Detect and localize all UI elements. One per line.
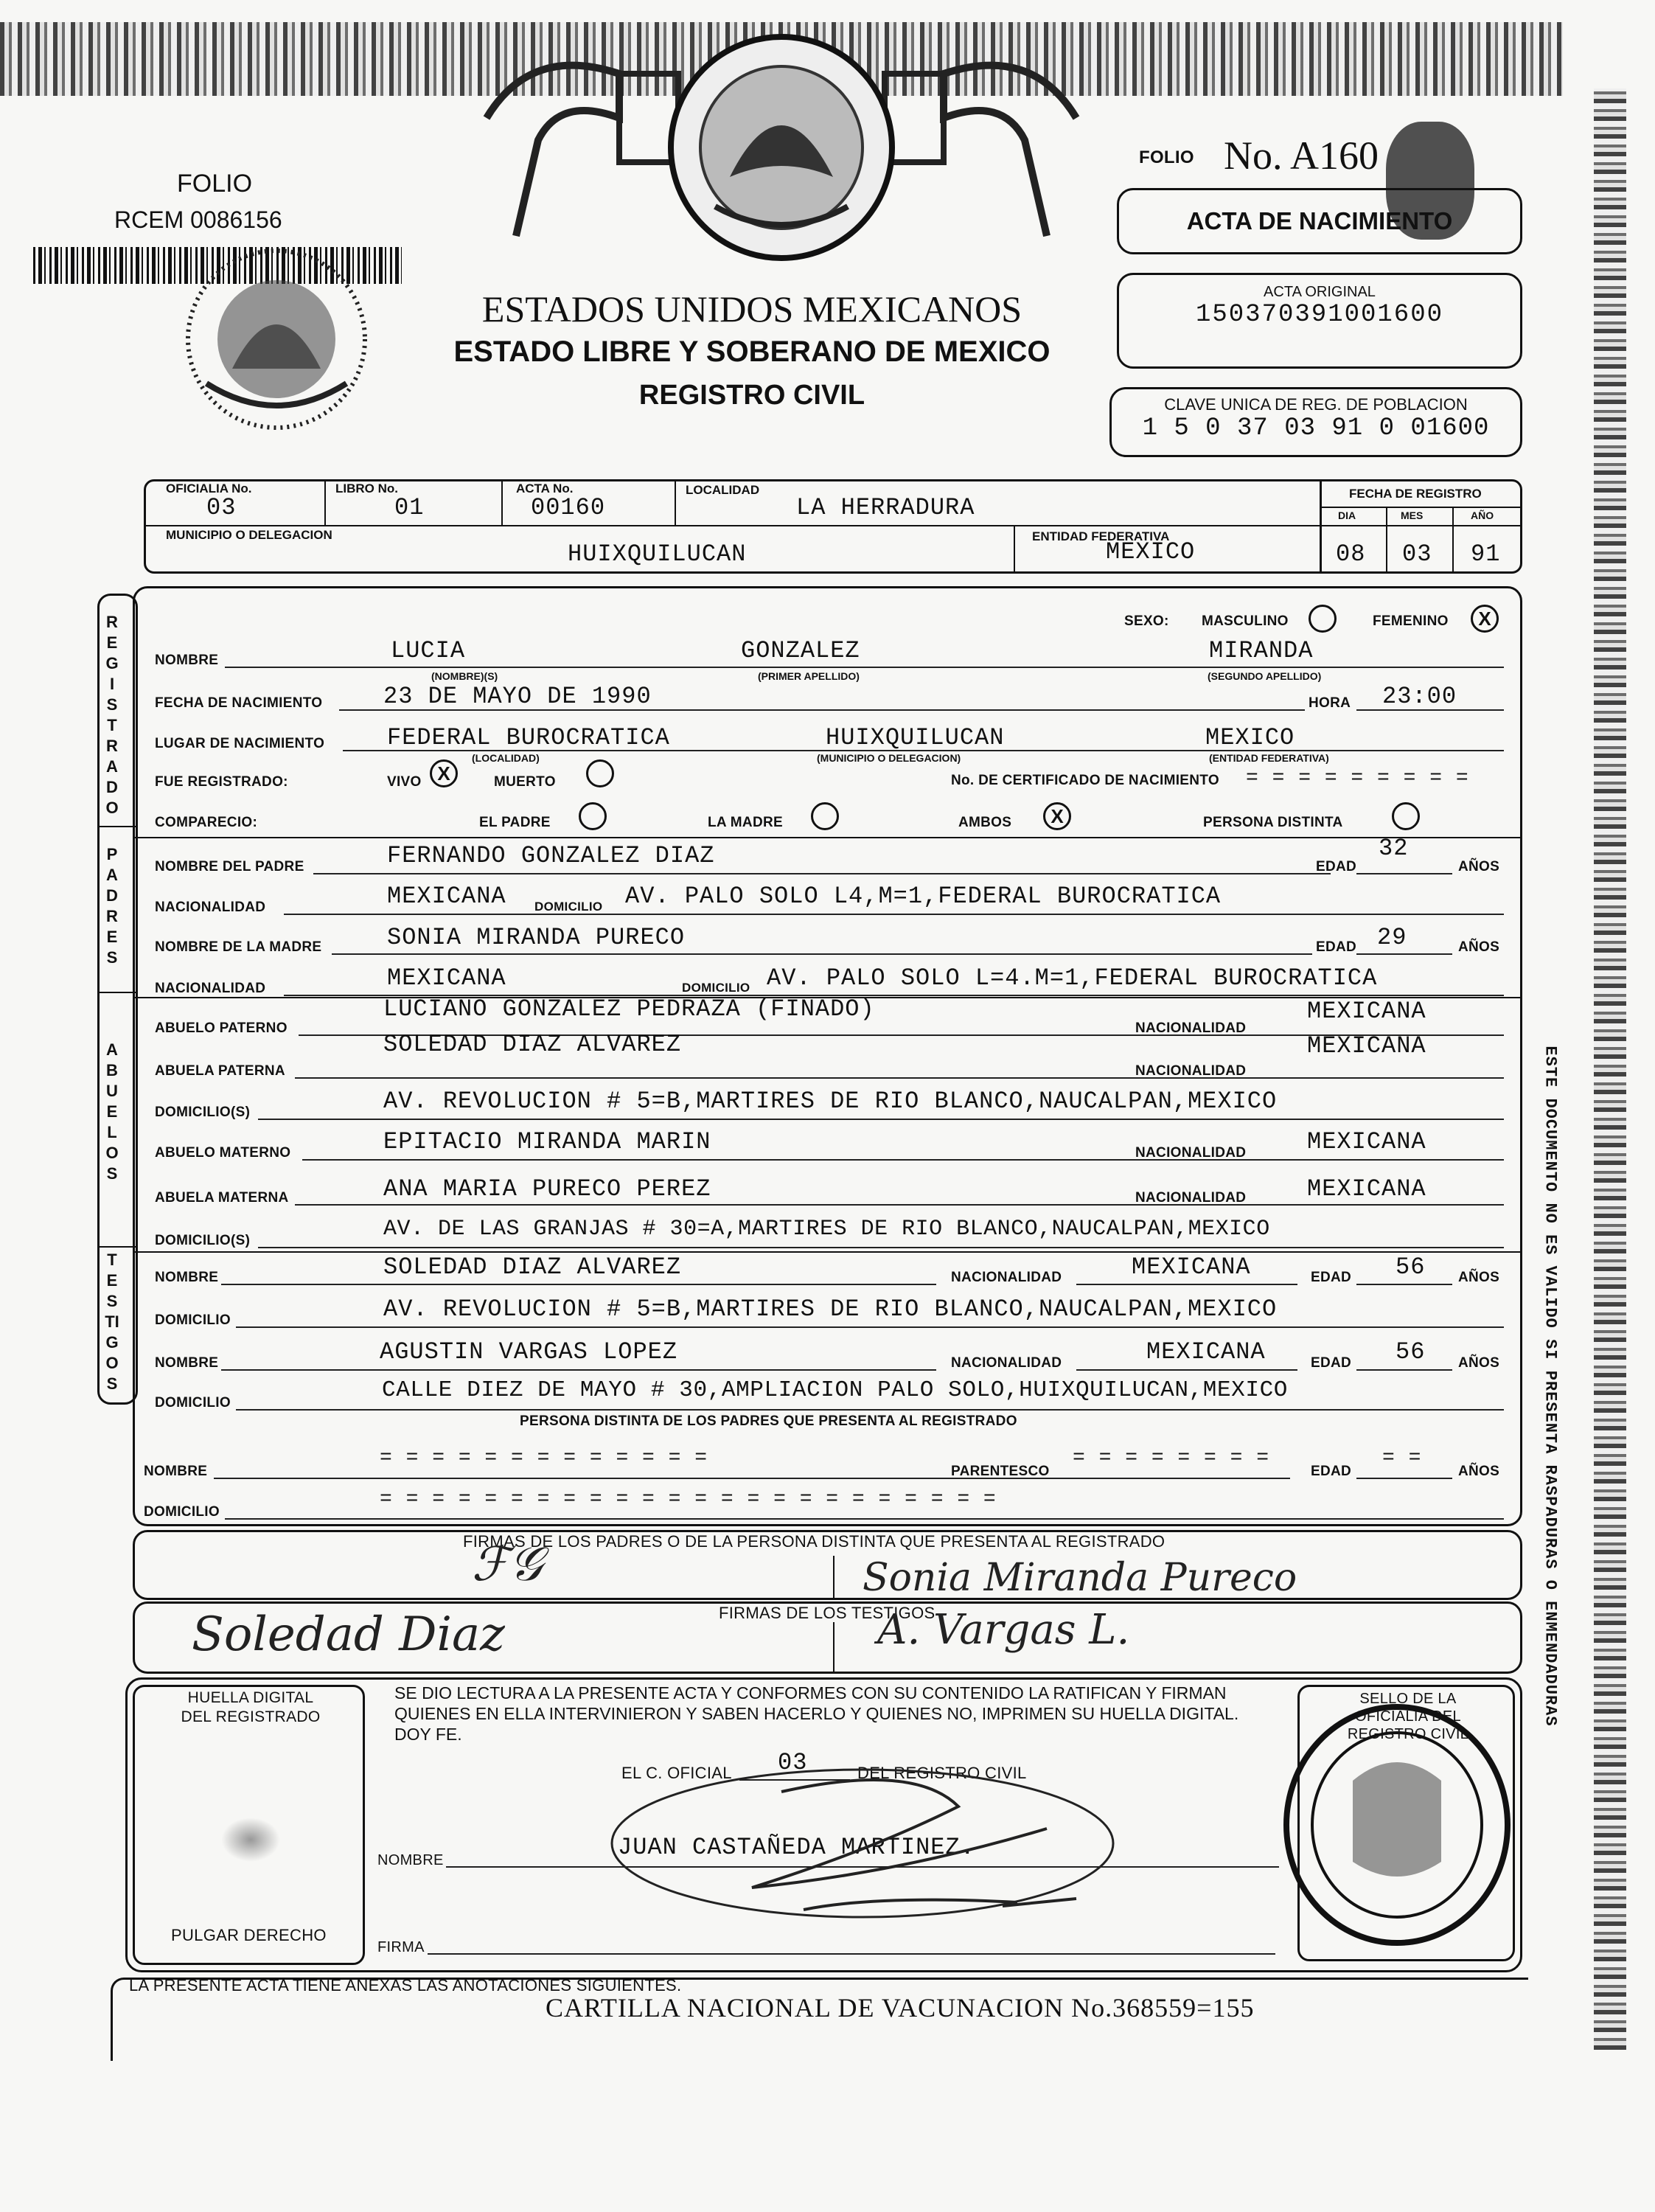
side-label-abuelos: ABUELOS bbox=[105, 1040, 119, 1183]
side-label-testigos: TESTIGOS bbox=[105, 1251, 119, 1393]
nombres-caption: (NOMBRE)(S) bbox=[431, 670, 498, 682]
ano-value: 91 bbox=[1471, 540, 1501, 568]
lugar-localidad-value: FEDERAL BUROCRATICA bbox=[387, 724, 670, 751]
testigo1-nombre-value: SOLEDAD DIAZ ALVAREZ bbox=[383, 1253, 682, 1281]
office-title: REGISTRO CIVIL bbox=[638, 380, 865, 411]
padre-domicilio-value: AV. PALO SOLO L4,M=1,FEDERAL BUROCRATICA bbox=[625, 883, 1222, 910]
primer-caption: (PRIMER APELLIDO) bbox=[758, 670, 860, 682]
domicilio-maternos-label: DOMICILIO(S) bbox=[155, 1233, 251, 1248]
acta-label: ACTA No. bbox=[516, 481, 574, 495]
fecha-nacimiento-value: 23 DE MAYO DE 1990 bbox=[383, 683, 652, 710]
ambos-label: AMBOS bbox=[958, 815, 1012, 830]
persona-distinta-title: PERSONA DISTINTA DE LOS PADRES QUE PRESENTA AL REGISTRADO bbox=[520, 1413, 1017, 1429]
persona-parentesco-value: = = = = = = = = bbox=[1073, 1447, 1270, 1470]
testigo1-nac-value: MEXICANA bbox=[1132, 1253, 1251, 1281]
abuelo-paterno-nac-label: NACIONALIDAD bbox=[1135, 1020, 1247, 1036]
national-emblem bbox=[472, 29, 1091, 273]
testigo1-edad-label: EDAD bbox=[1311, 1270, 1352, 1285]
hora-value: 23:00 bbox=[1382, 683, 1457, 710]
persona-distinta-checkbox[interactable] bbox=[1392, 802, 1420, 830]
testigo2-domicilio-label: DOMICILIO bbox=[155, 1395, 231, 1411]
oficial-label: EL C. OFICIAL bbox=[621, 1764, 732, 1782]
fecha-registro-label: FECHA DE REGISTRO bbox=[1349, 487, 1482, 501]
lugar-municipio-value: HUIXQUILUCAN bbox=[826, 724, 1005, 751]
testigo2-nombre-label: NOMBRE bbox=[155, 1355, 219, 1371]
segundo-apellido-value: MIRANDA bbox=[1209, 637, 1314, 664]
folio-no-label: FOLIO bbox=[1139, 147, 1194, 167]
abuelo-materno-nac-value: MEXICANA bbox=[1307, 1128, 1426, 1155]
testigo2-edad-value: 56 bbox=[1396, 1338, 1426, 1366]
persona-domicilio-value: = = = = = = = = = = = = = = = = = = = = = = = = bbox=[380, 1488, 997, 1511]
madre-nacionalidad-label: NACIONALIDAD bbox=[155, 981, 266, 996]
abuelo-materno-nac-label: NACIONALIDAD bbox=[1135, 1145, 1247, 1161]
masculino-checkbox[interactable] bbox=[1309, 605, 1337, 633]
persona-anos-label: AÑOS bbox=[1458, 1464, 1500, 1479]
domicilio-paternos-value: AV. REVOLUCION # 5=B,MARTIRES DE RIO BLANCO,NAUCALPAN,MEXICO bbox=[383, 1088, 1278, 1115]
testigo2-edad-label: EDAD bbox=[1311, 1355, 1352, 1371]
municipio-value: HUIXQUILUCAN bbox=[568, 540, 747, 568]
libro-label: LIBRO No. bbox=[335, 481, 398, 495]
state-title: ESTADO LIBRE Y SOBERANO DE MEXICO bbox=[453, 335, 1051, 368]
persona-parentesco-label: PARENTESCO bbox=[951, 1464, 1050, 1479]
muerto-label: MUERTO bbox=[494, 774, 556, 790]
curp-box: CLAVE UNICA DE REG. DE POBLACION 1 5 0 37 03 91 0 01600 bbox=[1109, 387, 1522, 457]
madre-anos-label: AÑOS bbox=[1458, 939, 1500, 955]
madre-value: SONIA MIRANDA PURECO bbox=[387, 924, 686, 951]
domicilio-paternos-label: DOMICILIO(S) bbox=[155, 1105, 251, 1120]
oficialia-label: OFICIALIA No. bbox=[166, 481, 252, 495]
domicilio-maternos-value: AV. DE LAS GRANJAS # 30=A,MARTIRES DE RIO BLANCO,NAUCALPAN,MEXICO bbox=[383, 1217, 1270, 1242]
acta-value: 00160 bbox=[531, 494, 606, 521]
fingerprint-smudge bbox=[221, 1818, 280, 1862]
madre-checkbox[interactable] bbox=[811, 802, 839, 830]
padre-label: NOMBRE DEL PADRE bbox=[155, 859, 304, 874]
country-title: ESTADOS UNIDOS MEXICANOS bbox=[481, 288, 1022, 330]
persona-edad-value: = = bbox=[1382, 1447, 1422, 1470]
firma-label: FIRMA bbox=[377, 1939, 425, 1955]
abuelo-paterno-nac-value: MEXICANA bbox=[1307, 998, 1426, 1025]
padre-checkbox[interactable] bbox=[579, 802, 607, 830]
firma-testigo-2: A. Vargas L. bbox=[877, 1606, 1130, 1654]
localidad-label: LOCALIDAD bbox=[686, 483, 760, 497]
abuela-materna-value: ANA MARIA PURECO PEREZ bbox=[383, 1175, 711, 1203]
dia-value: 08 bbox=[1336, 540, 1366, 568]
huella-title: HUELLA DIGITAL DEL REGISTRADO bbox=[181, 1689, 321, 1725]
entidad-caption: (ENTIDAD FEDERATIVA) bbox=[1209, 752, 1329, 764]
muerto-checkbox[interactable] bbox=[586, 759, 614, 787]
oficial-nombre-value: JUAN CASTAÑEDA MARTINEZ. bbox=[618, 1834, 975, 1861]
entidad-label: ENTIDAD FEDERATIVA bbox=[1032, 529, 1170, 543]
abuela-paterna-nac-value: MEXICANA bbox=[1307, 1032, 1426, 1060]
persona-nombre-label: NOMBRE bbox=[144, 1464, 208, 1479]
abuela-materna-nac-label: NACIONALIDAD bbox=[1135, 1190, 1247, 1206]
municipio-label: MUNICIPIO O DELEGACION bbox=[166, 528, 332, 542]
testigo1-domicilio-value: AV. REVOLUCION # 5=B,MARTIRES DE RIO BLANCO,NAUCALPAN,MEXICO bbox=[383, 1295, 1278, 1323]
firmas-padres-title: FIRMAS DE LOS PADRES O DE LA PERSONA DISTINTA QUE PRESENTA AL REGISTRADO bbox=[463, 1532, 1166, 1551]
nombre-value: LUCIA bbox=[391, 637, 466, 664]
coat-of-arms-seal bbox=[162, 236, 391, 442]
doc-type-box: ACTA DE NACIMIENTO bbox=[1117, 188, 1522, 254]
sello-title: SELLO DE LA OFICIALIA DEL REGISTRO CIVIL bbox=[1347, 1691, 1469, 1742]
testigo2-domicilio-value: CALLE DIEZ DE MAYO # 30,AMPLIACION PALO SOLO,HUIXQUILUCAN,MEXICO bbox=[382, 1377, 1288, 1403]
primer-apellido-value: GONZALEZ bbox=[741, 637, 860, 664]
pulgar-derecho: PULGAR DERECHO bbox=[171, 1926, 327, 1944]
oficial-no-value: 03 bbox=[778, 1749, 808, 1776]
mes-value: 03 bbox=[1402, 540, 1432, 568]
testigo1-edad-value: 56 bbox=[1396, 1253, 1426, 1281]
madre-nacionalidad-value: MEXICANA bbox=[387, 964, 506, 992]
la-madre-label: LA MADRE bbox=[708, 815, 783, 830]
comparecio-label: COMPARECIO: bbox=[155, 815, 258, 830]
padre-value: FERNANDO GONZALEZ DIAZ bbox=[387, 842, 715, 869]
certificado-value: = = = = = = = = = bbox=[1246, 767, 1469, 790]
firmas-testigos-title: FIRMAS DE LOS TESTIGOS bbox=[719, 1604, 935, 1622]
testigo2-nac-value: MEXICANA bbox=[1146, 1338, 1266, 1366]
validity-note: ESTE DOCUMENTO NO ES VALIDO SI PRESENTA RASPADURAS O ENMENDADURAS bbox=[1541, 1046, 1560, 1727]
padre-domicilio-label: DOMICILIO bbox=[534, 900, 603, 914]
fecha-nacimiento-label: FECHA DE NACIMIENTO bbox=[155, 695, 323, 711]
masculino-label: MASCULINO bbox=[1202, 613, 1289, 629]
ambos-checkbox[interactable]: X bbox=[1043, 802, 1071, 830]
municipio-caption: (MUNICIPIO O DELEGACION) bbox=[817, 752, 961, 764]
madre-label: NOMBRE DE LA MADRE bbox=[155, 939, 322, 955]
abuela-paterna-label: ABUELA PATERNA bbox=[155, 1063, 285, 1079]
testigo1-nac-label: NACIONALIDAD bbox=[951, 1270, 1062, 1285]
abuela-paterna-nac-label: NACIONALIDAD bbox=[1135, 1063, 1247, 1079]
anotaciones-value: CARTILLA NACIONAL DE VACUNACION No.368559=155 bbox=[546, 1993, 1255, 2023]
libro-value: 01 bbox=[394, 494, 425, 521]
testigo1-anos-label: AÑOS bbox=[1458, 1270, 1500, 1285]
firma-testigo-1: Soledad Diaz bbox=[192, 1607, 505, 1662]
oficial-nombre-label: NOMBRE bbox=[377, 1852, 444, 1868]
el-padre-label: EL PADRE bbox=[479, 815, 551, 830]
abuelo-paterno-value: LUCIANO GONZALEZ PEDRAZA (FINADO) bbox=[383, 995, 875, 1023]
testigo1-domicilio-label: DOMICILIO bbox=[155, 1312, 231, 1328]
rcem-number: RCEM 0086156 bbox=[114, 206, 282, 233]
cierre-text: SE DIO LECTURA A LA PRESENTE ACTA Y CONFORMES CON SU CONTENIDO LA RATIFICAN Y FIRMAN QUIENES EN ELLA INTERVINIERON Y SABEN HACERLO Y QUIENES NO, IMPRIMEN SU HUELLA DIGITAL. DOY FE. bbox=[394, 1683, 1239, 1744]
abuela-materna-label: ABUELA MATERNA bbox=[155, 1190, 289, 1206]
folio-no: No. A160 bbox=[1224, 133, 1379, 178]
testigo2-nombre-value: AGUSTIN VARGAS LOPEZ bbox=[380, 1338, 678, 1366]
ano-label: AÑO bbox=[1471, 509, 1494, 521]
madre-domicilio-value: AV. PALO SOLO L=4.M=1,FEDERAL BUROCRATICA bbox=[767, 964, 1378, 992]
dia-label: DIA bbox=[1338, 509, 1356, 521]
firma-madre: Sonia Miranda Pureco bbox=[863, 1556, 1297, 1600]
oficialia-value: 03 bbox=[206, 494, 237, 521]
persona-domicilio-label: DOMICILIO bbox=[144, 1504, 220, 1520]
testigo2-anos-label: AÑOS bbox=[1458, 1355, 1500, 1371]
acta-original-box: ACTA ORIGINAL 150370391001600 bbox=[1117, 273, 1522, 369]
nombre-label: NOMBRE bbox=[155, 653, 219, 668]
side-label-registrado: REGISTRADO bbox=[105, 613, 119, 817]
testigo2-nac-label: NACIONALIDAD bbox=[951, 1355, 1062, 1371]
lugar-nacimiento-label: LUGAR DE NACIMIENTO bbox=[155, 736, 325, 751]
persona-distinta-label: PERSONA DISTINTA bbox=[1203, 815, 1343, 830]
anotaciones-label: LA PRESENTE ACTA TIENE ANEXAS LAS ANOTACIONES SIGUIENTES. bbox=[129, 1976, 682, 1994]
fue-registrado-label: FUE REGISTRADO: bbox=[155, 774, 288, 790]
madre-edad-value: 29 bbox=[1377, 924, 1407, 951]
madre-domicilio-label: DOMICILIO bbox=[682, 981, 750, 995]
padre-edad-label: EDAD bbox=[1316, 859, 1357, 874]
padre-edad-value: 32 bbox=[1379, 835, 1409, 862]
abuelo-materno-label: ABUELO MATERNO bbox=[155, 1145, 291, 1161]
femenino-label: FEMENINO bbox=[1373, 613, 1449, 629]
persona-edad-label: EDAD bbox=[1311, 1464, 1352, 1479]
entidad-value: MEXICO bbox=[1106, 538, 1196, 566]
mes-label: MES bbox=[1401, 509, 1424, 521]
del-registro-label: DEL REGISTRO CIVIL bbox=[857, 1764, 1027, 1782]
padre-nacionalidad-value: MEXICANA bbox=[387, 883, 506, 910]
firma-padre: ℱ𝒢 bbox=[472, 1537, 543, 1592]
vivo-label: VIVO bbox=[387, 774, 422, 790]
abuela-paterna-value: SOLEDAD DIAZ ALVAREZ bbox=[383, 1031, 682, 1058]
folio-label: FOLIO bbox=[177, 170, 253, 198]
guilloche-right-border bbox=[1594, 88, 1626, 2050]
femenino-checkbox[interactable]: X bbox=[1471, 605, 1499, 633]
side-label-padres: PADRES bbox=[106, 845, 118, 967]
official-stamp bbox=[1264, 1692, 1526, 1961]
testigo1-nombre-label: NOMBRE bbox=[155, 1270, 219, 1285]
vivo-checkbox[interactable]: X bbox=[430, 759, 458, 787]
abuelo-paterno-label: ABUELO PATERNO bbox=[155, 1020, 288, 1036]
madre-edad-label: EDAD bbox=[1316, 939, 1357, 955]
certificado-label: No. DE CERTIFICADO DE NACIMIENTO bbox=[951, 773, 1219, 788]
abuelo-materno-value: EPITACIO MIRANDA MARIN bbox=[383, 1128, 711, 1155]
padre-nacionalidad-label: NACIONALIDAD bbox=[155, 900, 266, 915]
segundo-caption: (SEGUNDO APELLIDO) bbox=[1208, 670, 1322, 682]
oficial-signature bbox=[560, 1762, 1165, 1939]
lugar-entidad-value: MEXICO bbox=[1205, 724, 1295, 751]
localidad-value: LA HERRADURA bbox=[796, 494, 975, 521]
persona-nombre-value: = = = = = = = = = = = = = bbox=[380, 1447, 708, 1470]
localidad-caption: (LOCALIDAD) bbox=[472, 752, 540, 764]
sexo-label: SEXO: bbox=[1124, 613, 1169, 629]
hora-label: HORA bbox=[1309, 695, 1351, 711]
abuela-materna-nac-value: MEXICANA bbox=[1307, 1175, 1426, 1203]
padre-anos-label: AÑOS bbox=[1458, 859, 1500, 874]
